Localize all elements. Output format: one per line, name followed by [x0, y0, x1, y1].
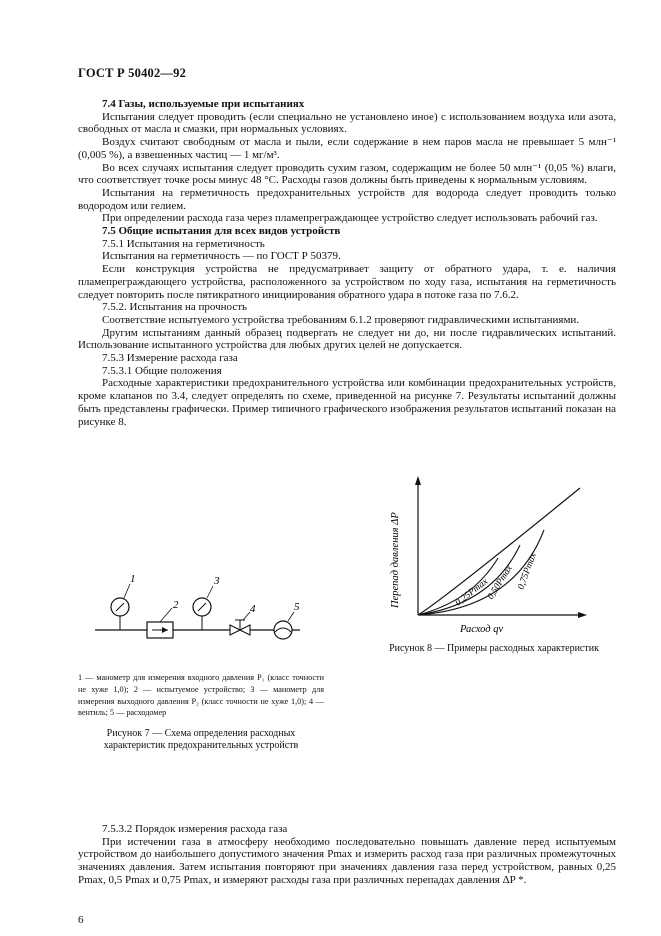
- subheading-7-5-3-2: 7.5.3.2 Порядок измерения расхода газа: [102, 823, 288, 835]
- curve-label-025: 0,25Pmax: [453, 576, 491, 609]
- subheading-7-5-1: 7.5.1 Испытания на герметичность: [102, 237, 265, 250]
- body-section-bottom: [78, 823, 616, 887]
- figure-8-caption: Рисунок 8 — Примеры расходных характеристик: [389, 643, 599, 654]
- paragraph: Во всех случаях испытания следует проводить сухим газом, содержащим не более 50 млн⁻¹ (0,05 %) влаги, что соответствует точке росы минус 48 °С. Расходы газов должны быть приведены к нормальным условиям.: [78, 161, 616, 187]
- subheading-7-5-3-1: 7.5.3.1 Общие положения: [102, 364, 222, 377]
- label-2: 2: [173, 599, 179, 611]
- heading-7-4: 7.4 Газы, используемые при испытаниях: [102, 98, 305, 110]
- curve-label-050: 0,50Pmax: [486, 563, 515, 602]
- paragraph: Другим испытаниям данный образец подвергать не следует ни до, ни после гидравлических испытаний. Использование испытанного устройства для любых других целей не допускается.: [78, 326, 616, 352]
- heading-7-5: 7.5 Общие испытания для всех видов устройств: [102, 225, 341, 238]
- paragraph: Испытания на герметичность предохранительных устройств для водорода следует проводить только водородом или гелием.: [78, 186, 616, 212]
- legend-item-5: 5 — расходомер: [107, 708, 167, 718]
- legend-item-1: 1 — манометр для измерения входного давления P₁ (класс точности не хуже 1,0);: [78, 673, 324, 694]
- y-axis-label: Перепад давления ΔP: [390, 512, 401, 608]
- valve-icon: [230, 625, 240, 635]
- body-section-top: [78, 98, 616, 428]
- subheading-7-5-3: 7.5.3 Измерение расхода газа: [102, 352, 238, 365]
- figure-7-diagram: [90, 570, 330, 660]
- figure-7-caption: Рисунок 7 — Схема определения расходных характеристик предохранительных устройств: [103, 728, 299, 751]
- paragraph: Испытания следует проводить (если специально не установлено иное) с использованием воздуха или азота, свободных от масла и смазки, при нормальных условиях.: [78, 110, 616, 136]
- curve-outer: [418, 488, 580, 615]
- page-number: 6: [78, 914, 84, 926]
- legend-item-2: 2 — испытуемое устройство;: [128, 684, 246, 694]
- figure-7-legend: [78, 672, 324, 719]
- document-header: ГОСТ Р 50402—92: [78, 66, 187, 80]
- subheading-7-5-2: 7.5.2. Испытания на прочность: [102, 301, 248, 314]
- label-3: 3: [214, 575, 220, 587]
- legend-item-4: 4 — вентиль;: [78, 696, 324, 718]
- label-1: 1: [130, 573, 136, 585]
- x-axis-label: Расход qv: [460, 624, 504, 635]
- label-5: 5: [294, 601, 300, 613]
- curve-label-075: 0,75Pmax: [516, 551, 539, 592]
- paragraph: Испытания на герметичность — по ГОСТ Р 50379.: [102, 250, 341, 263]
- label-4: 4: [250, 603, 256, 615]
- paragraph: Если конструкция устройства не предусматривает защиту от обратного удара, т. е. наличия пламепреграждающего устройства, расположенного за устройством по ходу газа, испытания на герметичность следует повторить после пятикратного инициирования обратного удара в потоке газа по 7.6.2.: [78, 263, 616, 301]
- paragraph: Соответствие испытуемого устройства требованиям 6.1.2 проверяют гидравлическими испытаниями.: [102, 313, 580, 326]
- legend-item-3: 3 — манометр для измерения выходного давления P₂ (класс точности не хуже 1,0);: [78, 684, 324, 706]
- paragraph: При определении расхода газа через пламепреграждающее устройство следует использовать рабочий газ.: [102, 212, 598, 225]
- paragraph: При истечении газа в атмосферу необходимо последовательно повышать давление перед испытуемым устройством до наибольшего допустимого значения Pmax и измерить расход газа при различных промежуточных значениях давления. Затем испытания повторяют при значениях давления газа перед устройством, равных 0,25 Pmax, 0,5 Pmax и 0,75 Pmax, и измеряют расходы газа при различных перепадах давления ΔP *.: [78, 835, 616, 886]
- paragraph: Воздух считают свободным от масла и пыли, если содержание в нем паров масла не превышает 5 млн⁻¹ (0,005 %), а взвешенных частиц — 1 мг/м³.: [78, 136, 616, 161]
- figure-8-chart: [380, 470, 620, 635]
- paragraph: Расходные характеристики предохранительного устройства или комбинации предохранительных устройств, кроме клапанов по 3.4, следует определять по схеме, приведенной на рисунке 7. Результаты испытаний должны быть представлены графически. Пример типичного графического изображения результатов испытаний показан на рисунке 8.: [78, 377, 616, 428]
